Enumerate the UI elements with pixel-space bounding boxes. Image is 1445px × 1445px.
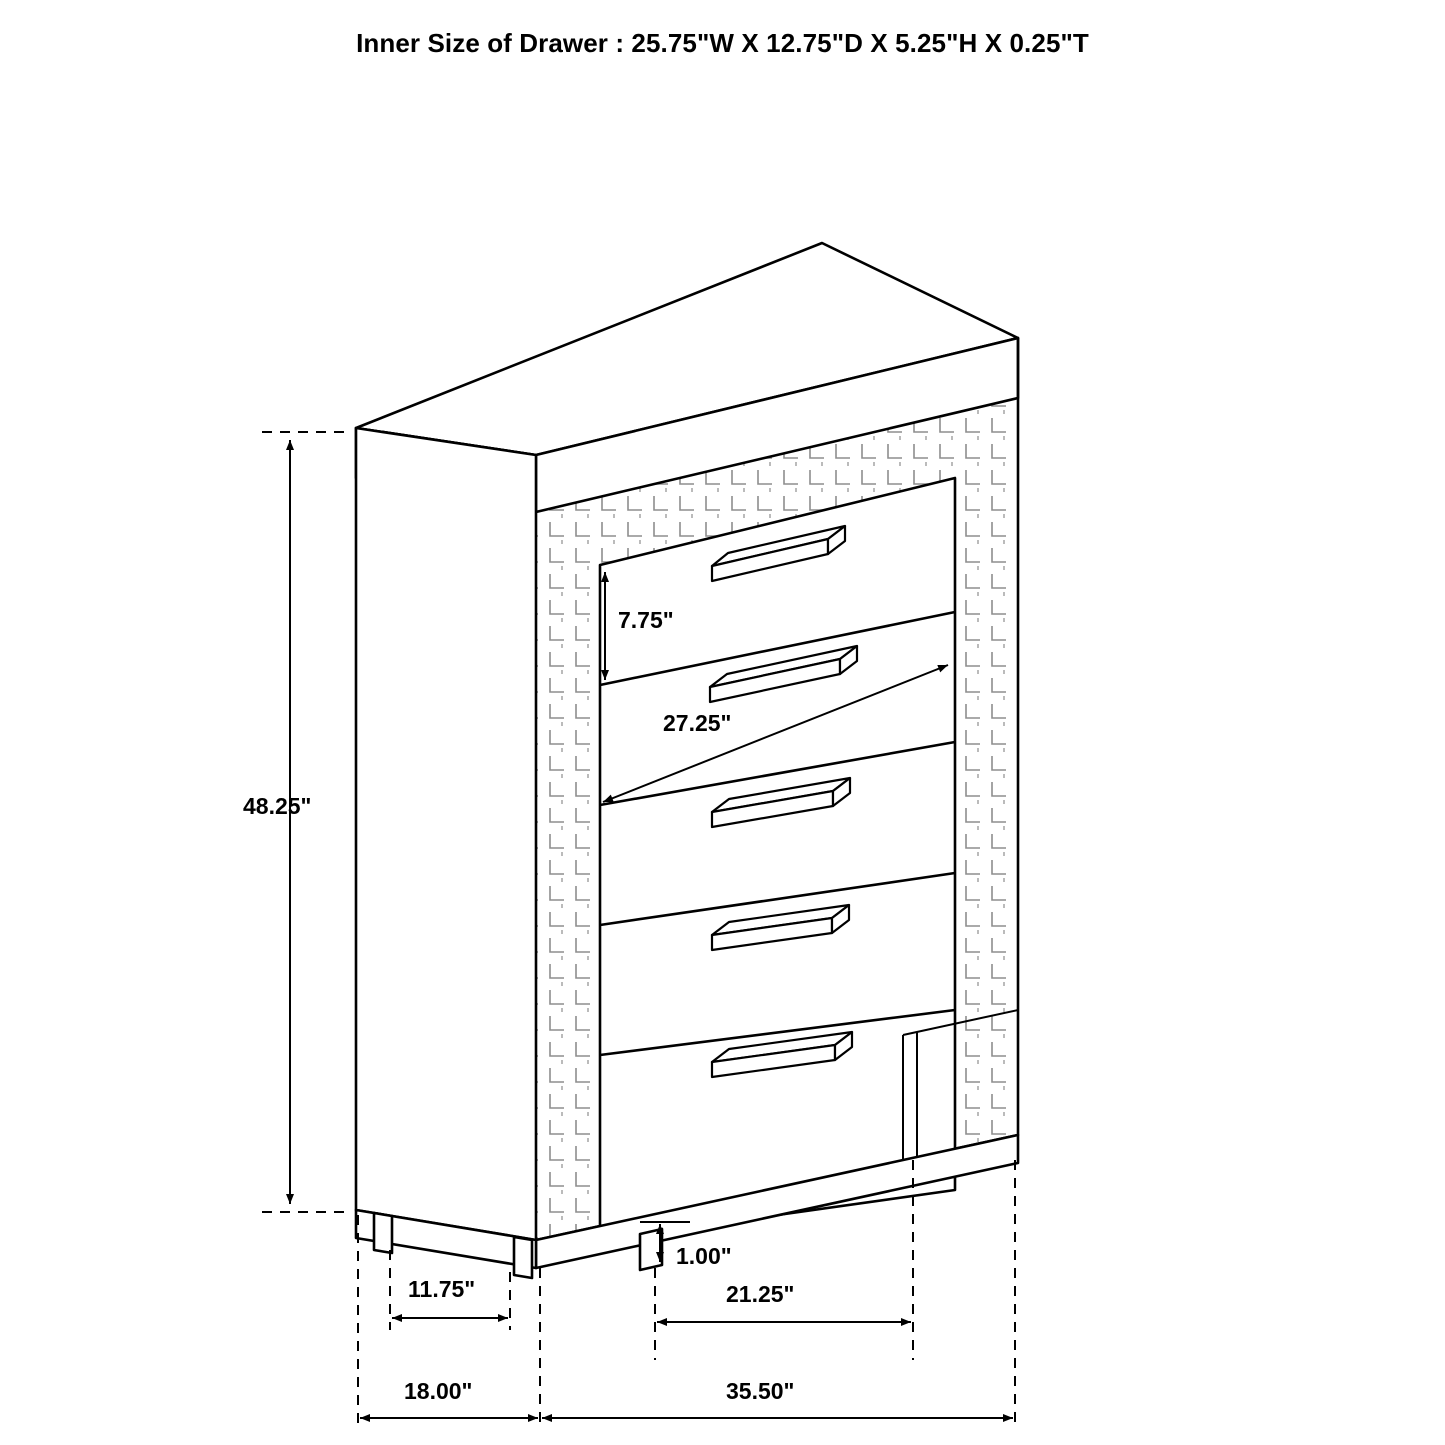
page-title: Inner Size of Drawer : 25.75"W X 12.75"D X 5.25"H X 0.25"T — [356, 28, 1089, 58]
dimension-drawer-face-width: 27.25" — [663, 710, 732, 736]
dimension-foot-span-width: 21.25" — [726, 1281, 795, 1307]
chest-body — [356, 243, 1018, 1278]
dimension-overall-height: 48.25" — [243, 793, 312, 819]
dimension-side-depth-front: 11.75" — [408, 1276, 476, 1302]
dimension-leg-height: 1.00" — [676, 1243, 732, 1269]
dimension-overall-width: 35.50" — [726, 1378, 795, 1404]
dimension-drawer-face-height: 7.75" — [618, 607, 674, 633]
dimension-overall-depth: 18.00" — [404, 1378, 473, 1404]
